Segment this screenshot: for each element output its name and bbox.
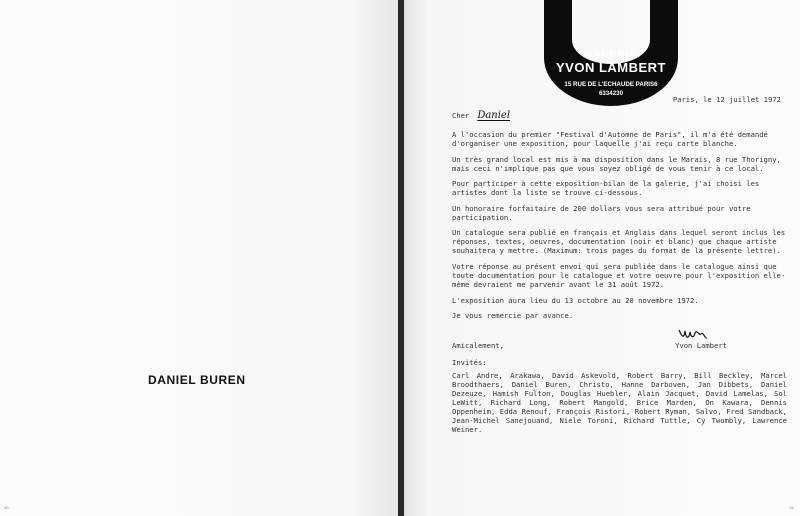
- logo-text-name: YVON LAMBERT: [556, 60, 666, 75]
- artist-name: DANIEL BUREN: [148, 373, 246, 387]
- salutation-text: Cher: [452, 111, 470, 120]
- salutation: [452, 111, 787, 120]
- paragraph: Un catalogue sera publié en français et Anglais dans lequel seront inclus les réponses, textes, oeuvres, documentation (noir et blanc) que chaque artiste souhaitera y mettre. (Maximum: trois pages du format de la présente lettre).: [452, 228, 786, 256]
- paragraph: Un honoraire forfaitaire de 200 dollars vous sera attribué pour votre participation.: [452, 203, 751, 222]
- paragraph: Pour participer à cette exposition-bilan de la galerie, j'ai choisi les artistes dont la liste se trouve ci-dessous.: [452, 179, 760, 198]
- left-page: [0, 0, 398, 516]
- letter-date: Paris, le 12 juillet 1972: [672, 95, 781, 104]
- invites-label: Invités:: [452, 357, 487, 367]
- closing-block: [452, 327, 787, 350]
- right-page: [404, 0, 800, 516]
- logo-text-phone: 6334230: [598, 90, 624, 97]
- signer-name: Yvon Lambert: [675, 340, 727, 350]
- invites-list: Carl Andre, Arakawa, David Askevold, Robert Barry, Bill Beckley, Marcel Broodthaers, Daniel Buren, Christo, Hanne Darboven, Jan Dibbets, Daniel Dezeuze, Hamish Fulton, Douglas Huebler, Alain Jacquet, David Lamelas, Sol LeWitt, Richard Long, Robert Mangold, Brice Marden, On Kawara, Dennis Oppenheim, Edda Renouf, François Ristori, Robert Ryman, Salvo, Fred Sandback, Jean-Michel Sanejouand, Niele Toroni, Richard Tuttle, Cy Twombly, Lawrence Weiner.: [452, 370, 787, 434]
- paragraph: Un très grand local est mis à ma disposition dans le Marais, 8 rue Thorigny, mais ceci n'implique pas que vous soyez obligé de vous tenir à ce local.: [452, 154, 781, 173]
- page-number-right: 41: [789, 505, 794, 510]
- letter-body: [452, 95, 787, 434]
- paragraph: A l'occasion du premier "Festival d'Automne de Paris", il m'a été demandé d'organiser une exposition, pour laquelle j'ai reçu carte blanche.: [452, 130, 768, 148]
- galerie-logo: [538, 0, 684, 108]
- recipient-handwritten: Daniel: [477, 110, 511, 121]
- signature-block: [675, 327, 727, 350]
- paragraph: L'exposition aura lieu du 13 octobre au 20 novembre 1972.: [452, 295, 699, 305]
- paragraph: Je vous remercie par avance.: [452, 311, 574, 321]
- handwritten-signature-icon: [677, 327, 711, 341]
- page-number-left: 40: [4, 505, 9, 510]
- paragraph: Votre réponse au présent envoi qui sera publiée dans le catalogue ainsi que toute documentation pour le catalogue et votre oeuvre pour l'exposition elle-même devraient me parvenir avant le 31 août 1972.: [452, 261, 786, 289]
- logo-text-galerie: GALERIE: [584, 49, 638, 60]
- closing-text: Amicalement,: [452, 340, 504, 350]
- logo-text-address: 15 RUE DE L'ECHAUDE PARIS6: [564, 81, 658, 88]
